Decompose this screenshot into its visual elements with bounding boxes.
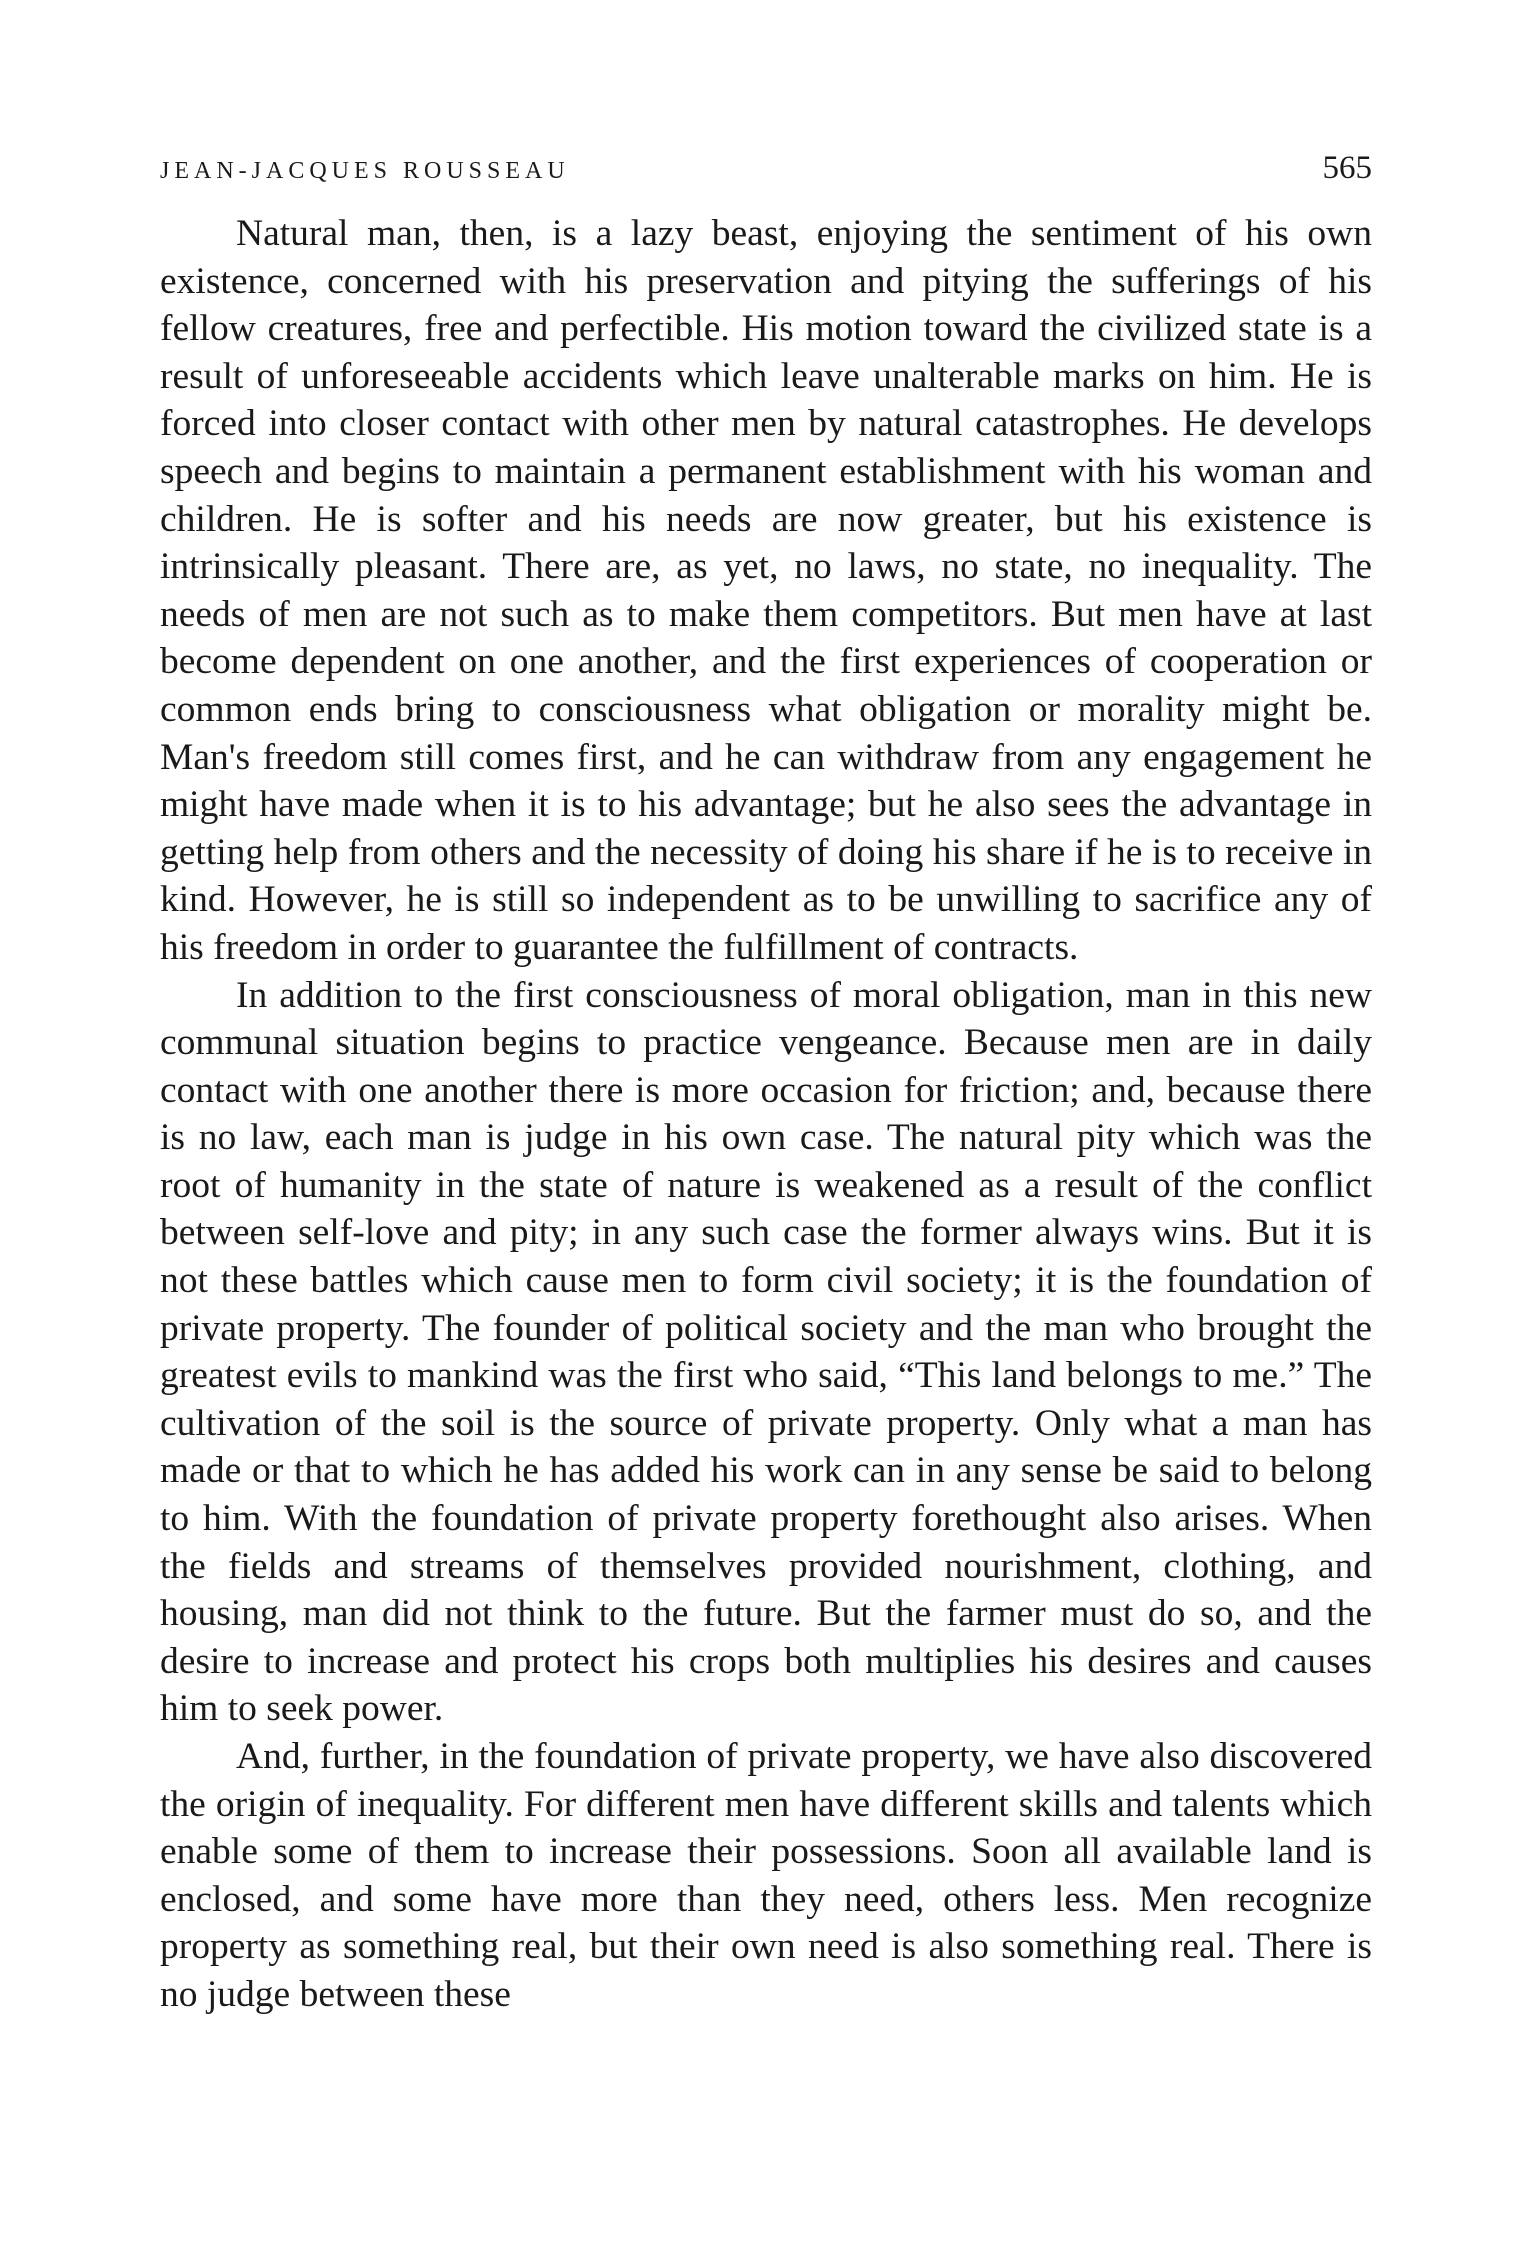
body-text (160, 210, 1372, 2019)
paragraph: Natural man, then, is a lazy beast, enjoying the sentiment of his own existence, concerned with his preservation and pitying the sufferings of his fellow creatures, free and perfectible. His motion toward the civilized state is a result of unforeseeable accidents which leave unalterable marks on him. He is forced into closer contact with other men by natural catastrophes. He develops speech and begins to maintain a permanent establishment with his woman and children. He is softer and his needs are now greater, but his existence is intrinsically pleasant. There are, as yet, no laws, no state, no inequality. The needs of men are not such as to make them competitors. But men have at last become dependent on one another, and the first experiences of cooperation or common ends bring to consciousness what obligation or morality might be. Man's freedom still comes first, and he can withdraw from any engagement he might have made when it is to his advantage; but he also sees the advantage in getting help from others and the necessity of doing his share if he is to receive in kind. However, he is still so independent as to be unwilling to sacrifice any of his freedom in order to guarantee the fulfillment of contracts. (160, 213, 1372, 968)
book-page (160, 150, 1372, 2019)
page-number: 565 (1322, 150, 1372, 186)
paragraph: In addition to the first consciousness of moral obligation, man in this new communal situation begins to practice vengeance. Because men are in daily contact with one another there is more occasion for friction; and, because there is no law, each man is judge in his own case. The natural pity which was the root of humanity in the state of nature is weakened as a result of the conflict between self-love and pity; in any such case the former always wins. But it is not these battles which cause men to form civil society; it is the foundation of private property. The founder of political society and the man who brought the greatest evils to mankind was the first who said, “This land belongs to me.” The cultivation of the soil is the source of private property. Only what a man has made or that to which he has added his work can in any sense be said to belong to him. With the foundation of private property forethought also arises. When the fields and streams of themselves provided nourishment, clothing, and housing, man did not think to the future. But the farmer must do so, and the desire to increase and protect his crops both multiplies his desires and causes him to seek power. (160, 974, 1372, 1730)
running-title: JEAN-JACQUES ROUSSEAU (160, 158, 570, 184)
paragraph: And, further, in the foundation of private property, we have also discovered the origin of inequality. For different men have different skills and talents which enable some of them to increase their possessions. Soon all available land is enclosed, and some have more than they need, others less. Men recognize property as something real, but their own need is also something real. There is no judge between these (160, 1736, 1372, 2015)
running-head (160, 150, 1372, 210)
